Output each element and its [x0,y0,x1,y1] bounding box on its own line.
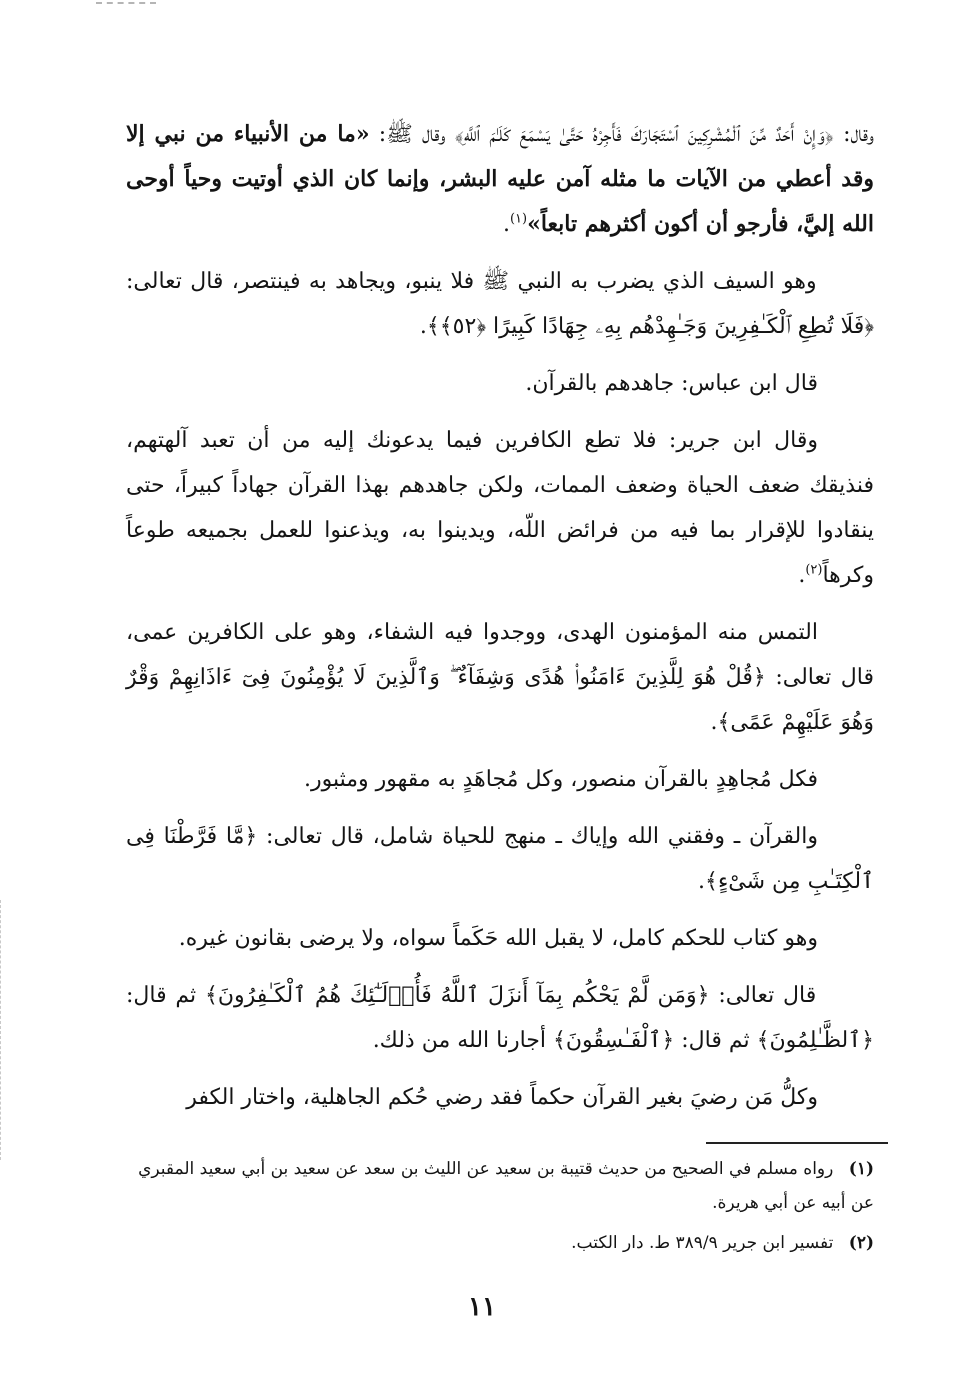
p4-text: وقال ابن جرير: فلا تطع الكافرين فيما يدعونك إليه من أن تعبد آلهتهم، فنذيقك ضعف الحياة وضعف الممات، ولكن جاهدهم بهذا القرآن جهاداً كبيراً، حتى ينقادوا للإقرار بما فيه من فرائض اللّه، ويدينوا به، ويذعنوا للعمل بجميعه طوعاً وكرهاً [126,428,874,588]
quran-verse-fussilat-44: ﴿قُلْ هُوَ لِلَّذِينَ ءَامَنُوا۟ هُدًى وَشِفَآءٌ ۖ وَٱلَّذِينَ لَا يُؤْمِنُونَ فِىٓ ءَاذَانِهِمْ وَقْرٌ وَهُوَ عَلَيْهِمْ عَمًى﴾ [126,665,874,735]
quran-verse-tawba-6: ﴿وَإِنْ أَحَدٌ مِّنَ ٱلْمُشْرِكِينَ ٱسْتَجَارَكَ فَأَجِرْهُ حَتَّىٰ يَسْمَعَ كَلَـٰمَ ٱللَّهِ﴾ [454,122,834,147]
main-text [126,112,874,1132]
p4-end: . [798,563,806,588]
p9-lead: قال تعالى: [709,983,817,1008]
footnote-ref-1[interactable]: (١) [509,211,528,227]
p9-mid1: ثم قال: [126,983,197,1008]
scan-edge-mark [0,900,7,1160]
hadith-text: «ما من الأنبياء من نبي إلا وقد أعطي من الآيات ما مثله آمن عليه البشر، وإنما كان الذي أوتيت وحياً أوحى الله إليَّ، فأرجو أن أكون أكثرهم تابعاً» [126,121,874,237]
p7-text: والقرآن ـ وفقني الله وإياك ـ منهج للحياة شامل، قال تعالى: [257,824,818,849]
quran-word-fasiqun: ﴿ٱلْفَـٰسِقُونَ﴾ [553,1028,675,1053]
footnote-1 [126,1152,874,1220]
p8-text: وهو كتاب للحكم كامل، لا يقبل الله حَكَماً سواه، ولا يرضى بقانون غيره. [178,926,818,951]
p6-text: فكل مُجاهِدٍ بالقرآن منصور، وكل مُجاهَدٍ به مقهور ومثبور. [304,767,818,792]
paragraph-6 [126,757,874,802]
quran-verse-anam-38: ﴿مَّا فَرَّطْنَا فِى ٱلْكِتَـٰبِ مِن شَىْءٍ﴾ [126,824,874,894]
footnote-1-text: رواه مسلم في الصحيح من حديث قتيبة بن سعيد عن الليث بن سعد عن سعيد بن أبي سعيد المقبري عن أبيه عن أبي هريرة. [138,1159,874,1213]
footnote-2 [126,1226,874,1260]
scan-top-mark [96,2,156,4]
p3-text: قال ابن عباس: جاهدهم بالقرآن. [525,371,818,396]
footnote-ref-2[interactable]: (٢) [805,562,823,578]
paragraph-1 [126,112,874,247]
p1-end: . [502,212,510,237]
footnote-1-number: (١) [848,1159,874,1179]
page-number: ١١ [468,1292,496,1322]
footnotes [126,1152,874,1266]
paragraph-10 [126,1075,874,1120]
paragraph-8 [126,916,874,961]
paragraph-7 [126,814,874,904]
quran-verse-furqan-52: ﴿فَلَا تُطِعِ ٱلْكَـٰفِرِينَ وَجَـٰهِدْهُم بِهِۦ جِهَادًا كَبِيرًا ﴿٥٢﴾﴾ [426,314,874,339]
p5-end: . [710,710,718,735]
footnote-2-number: (٢) [848,1233,874,1253]
p5-text: التمس منه المؤمنون الهدى، ووجدوا فيه الشفاء، وهو على الكافرين عمى، قال تعالى: [126,620,874,690]
p10-text: وكلُّ مَن رضيَ بغير القرآن حكماً فقد رضي حُكم الجاهلية، واختار الكفر [186,1085,818,1110]
quran-verse-maidah-44: ﴿وَمَن لَّمْ يَحْكُم بِمَآ أَنزَلَ ٱللَّهُ فَأُو۟لَـٰٓئِكَ هُمُ ٱلْكَـٰفِرُونَ﴾ [204,983,710,1008]
p7-end: . [698,869,706,894]
paragraph-9 [126,973,874,1063]
paragraph-5 [126,610,874,745]
p2-end: . [419,314,427,339]
p1-lead: وقال: [833,122,874,147]
footnote-separator [706,1142,888,1144]
p9-mid2: ثم قال: [674,1028,750,1053]
p1-mid: وقال ﷺ: [369,122,446,147]
footnote-2-text: تفسير ابن جرير ٣٨٩/٩ ط. دار الكتب. [571,1233,834,1253]
paragraph-2 [126,259,874,349]
p9-end: أجارنا الله من ذلك. [372,1028,546,1053]
paragraph-3 [126,361,874,406]
p2-text: وهو السيف الذي يضرب به النبي ﷺ فلا ينبو، ويجاهد به فينتصر، قال تعالى: [126,269,817,294]
paragraph-4 [126,418,874,598]
quran-word-zalimun: ﴿ٱلظَّـٰلِمُونَ﴾ [756,1028,874,1053]
